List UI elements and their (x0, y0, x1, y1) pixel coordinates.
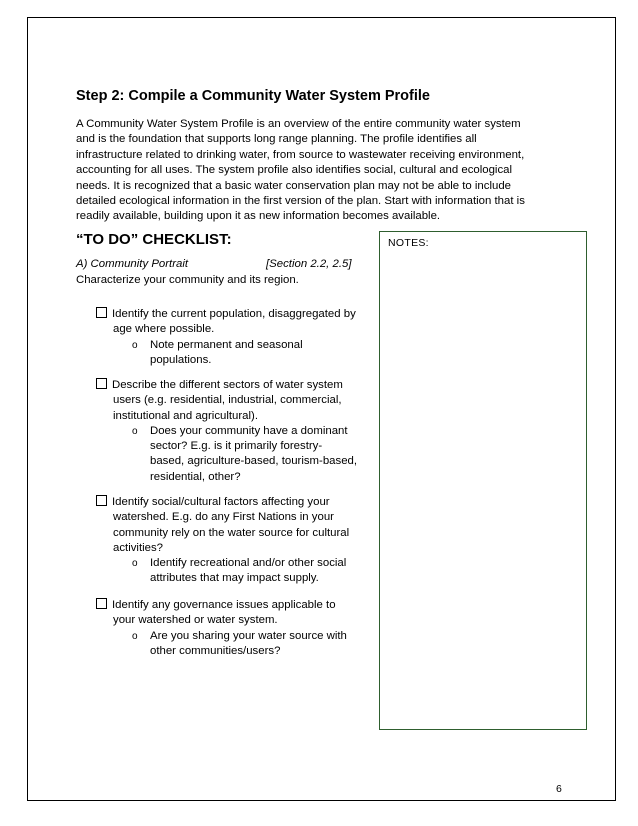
sub-item-line: o Are you sharing your water source with (96, 629, 386, 644)
intro-line: A Community Water System Profile is an overview of the entire community water system (76, 118, 521, 130)
section-description: Characterize your community and its region. (76, 274, 299, 286)
checkbox[interactable] (96, 378, 107, 389)
checklist-item (96, 495, 386, 587)
bullet-icon: o (132, 339, 138, 351)
checklist-item (96, 307, 386, 368)
checklist-item-line: your watershed or water system. (113, 614, 278, 627)
checklist-item-line: activities? (113, 541, 164, 554)
checklist-item-line: institutional and agricultural). (113, 409, 258, 422)
sub-item-line: based, agriculture-based, tourism-based, (150, 455, 358, 468)
intro-line: accounting for all uses. The system profile also identifies social, cultural and ecological (76, 164, 513, 177)
sub-item-line: o Does your community have a dominant (96, 424, 386, 439)
sub-item-line: o Identify recreational and/or other social (96, 556, 386, 571)
checklist-item-line: users (e.g. residential, industrial, commercial, (113, 394, 342, 407)
intro-line: detailed ecological information in the first version of the plan. Start with information that is (76, 195, 525, 208)
sub-item-line: attributes that may impact supply. (150, 572, 319, 585)
sub-item-line: residential, other? (150, 470, 241, 483)
sub-item-line: other communities/users? (150, 644, 281, 657)
checklist-item (96, 598, 386, 659)
checklist-item (96, 378, 386, 485)
checklist-item-line: watershed. E.g. do any First Nations in your (113, 511, 334, 524)
intro-line: readily available, building upon it as new information becomes available. (76, 210, 441, 223)
section-label: A) Community Portrait (76, 258, 189, 270)
checkbox[interactable] (96, 598, 107, 609)
page-number: 6 (556, 783, 562, 795)
checklist-item-line: Identify the current population, disaggregated by (96, 307, 386, 322)
section-reference: [Section 2.2, 2.5] (266, 258, 352, 270)
bullet-icon: o (132, 425, 138, 437)
sub-item-line: populations. (150, 353, 212, 366)
intro-line: and is the foundation that supports long range planning. The profile identifies all (76, 133, 477, 146)
intro-line: infrastructure related to drinking water, from source to wastewater receiving environment, (76, 148, 525, 161)
bullet-icon: o (132, 558, 138, 570)
checklist-item-line: Identify any governance issues applicable to (96, 598, 386, 613)
checklist-item-line: age where possible. (113, 323, 215, 336)
sub-item-line: o Note permanent and seasonal (96, 338, 386, 353)
checklist-item-line: Describe the different sectors of water system (96, 378, 386, 393)
intro-line: needs. It is recognized that a basic water conservation plan may not be able to include (76, 179, 512, 192)
bullet-icon: o (132, 630, 138, 642)
checkbox[interactable] (96, 495, 107, 506)
checklist-item-line: Identify social/cultural factors affecting your (96, 495, 386, 510)
notes-label: NOTES: (388, 237, 429, 249)
page-heading: Step 2: Compile a Community Water System Profile (76, 88, 430, 104)
checkbox[interactable] (96, 307, 107, 318)
checklist-title: “TO DO” CHECKLIST: (76, 231, 232, 248)
notes-box[interactable] (379, 231, 587, 730)
intro-paragraph (76, 117, 566, 225)
sub-item-line: sector? E.g. is it primarily forestry- (150, 440, 323, 453)
checklist-item-line: community rely on the water source for cultural (113, 526, 350, 539)
